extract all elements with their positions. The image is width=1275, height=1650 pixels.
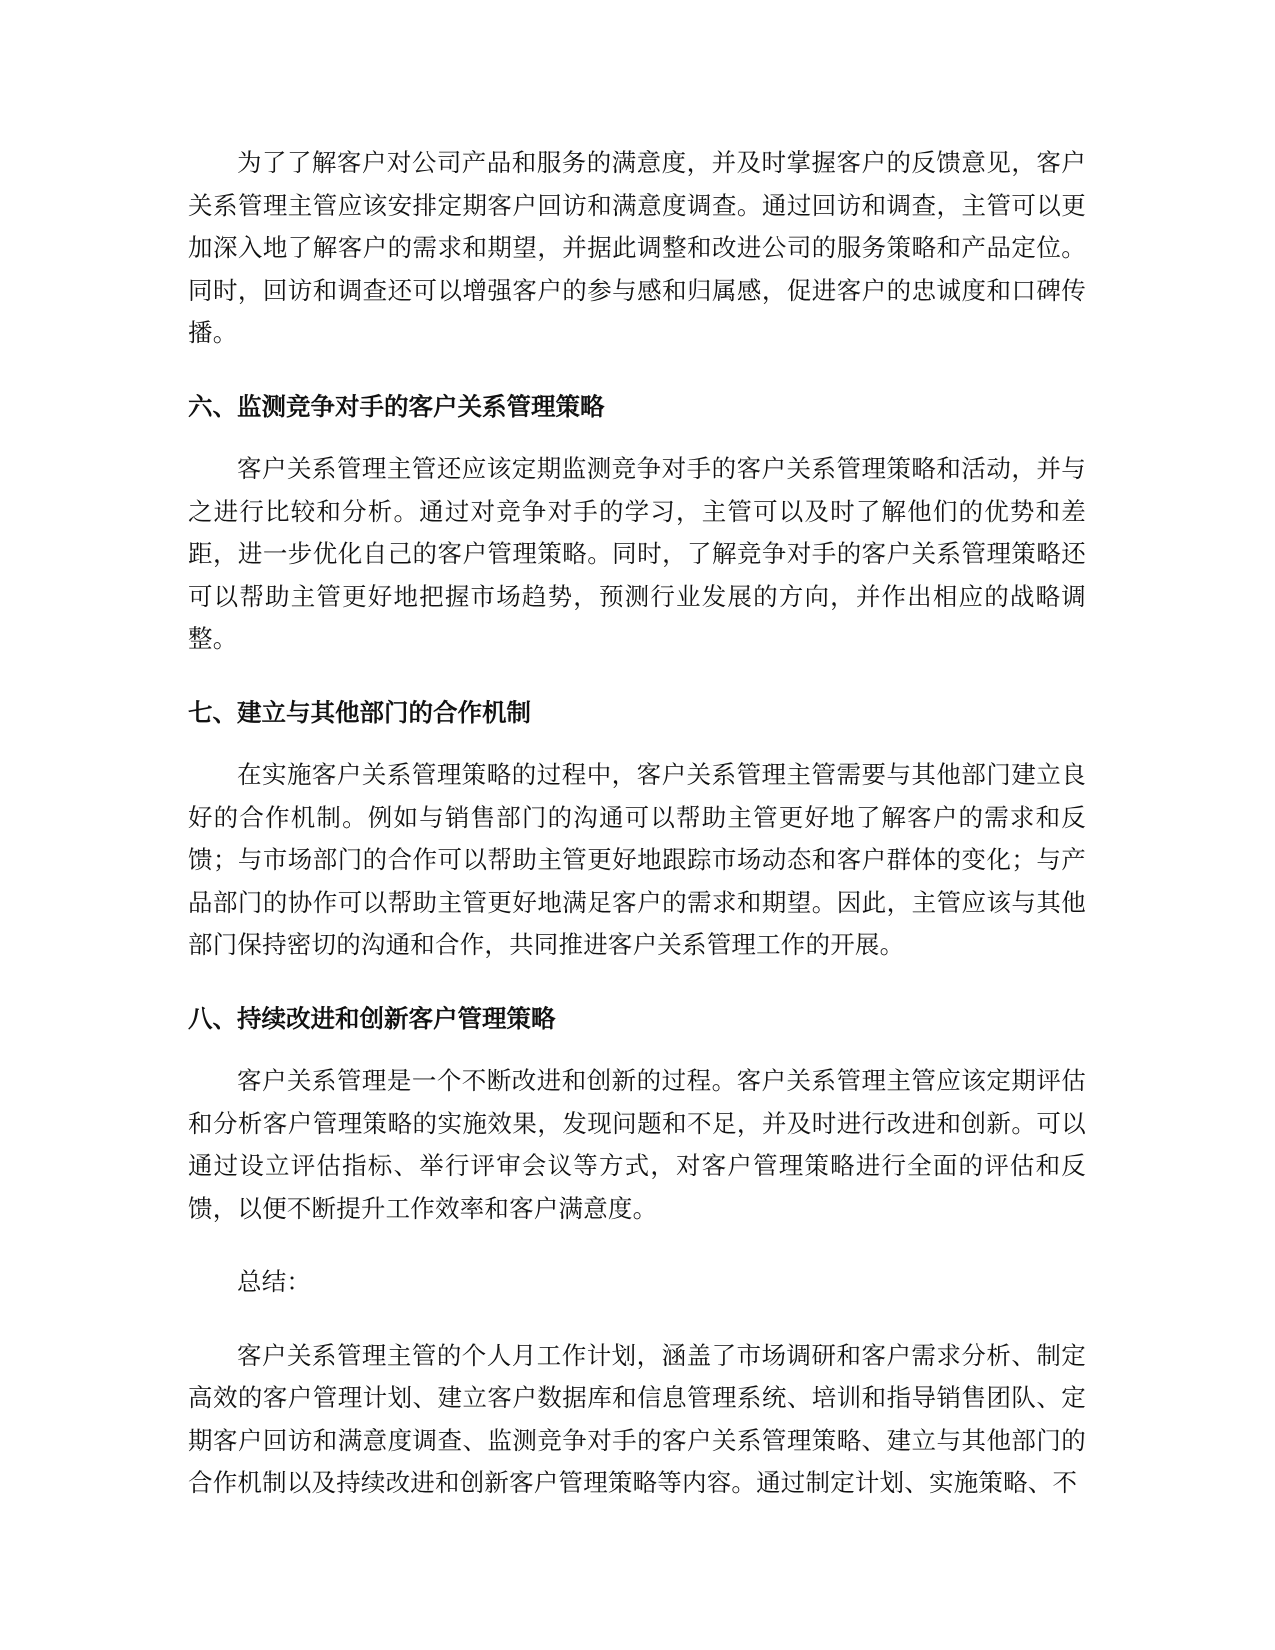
summary-label: 总结： [237, 1267, 312, 1296]
intro-paragraph: 为了了解客户对公司产品和服务的满意度，并及时掌握客户的反馈意见，客户关系管理主管应该安排定期客户回访和满意度调查。通过回访和调查，主管可以更加深入地了解客户的需求和期望，并据此调整和改进公司的服务策略和产品定位。同时，回访和调查还可以增强客户的参与感和归属感，促进客户的忠诚度和口碑传播。 [188, 148, 1086, 347]
document-body [188, 142, 1086, 1505]
section-6-heading: 六、监测竞争对手的客户关系管理策略 [188, 391, 605, 421]
section-6-paragraph: 客户关系管理主管还应该定期监测竞争对手的客户关系管理策略和活动，并与之进行比较和分析。通过对竞争对手的学习，主管可以及时了解他们的优势和差距，进一步优化自己的客户管理策略。同时，了解竞争对手的客户关系管理策略还可以帮助主管更好地把握市场趋势，预测行业发展的方向，并作出相应的战略调整。 [188, 454, 1086, 653]
section-7-paragraph: 在实施客户关系管理策略的过程中，客户关系管理主管需要与其他部门建立良好的合作机制。例如与销售部门的沟通可以帮助主管更好地了解客户的需求和反馈；与市场部门的合作可以帮助主管更好地跟踪市场动态和客户群体的变化；与产品部门的协作可以帮助主管更好地满足客户的需求和期望。因此，主管应该与其他部门保持密切的沟通和合作，共同推进客户关系管理工作的开展。 [188, 760, 1086, 959]
section-8-heading: 八、持续改进和创新客户管理策略 [188, 1003, 556, 1033]
section-8-paragraph: 客户关系管理是一个不断改进和创新的过程。客户关系管理主管应该定期评估和分析客户管理策略的实施效果，发现问题和不足，并及时进行改进和创新。可以通过设立评估指标、举行评审会议等方式，对客户管理策略进行全面的评估和反馈，以便不断提升工作效率和客户满意度。 [188, 1066, 1086, 1223]
section-7-heading: 七、建立与其他部门的合作机制 [188, 697, 531, 727]
summary-paragraph: 客户关系管理主管的个人月工作计划，涵盖了市场调研和客户需求分析、制定高效的客户管理计划、建立客户数据库和信息管理系统、培训和指导销售团队、定期客户回访和满意度调查、监测竞争对手的客户关系管理策略、建立与其他部门的合作机制以及持续改进和创新客户管理策略等内容。通过制定计划、实施策略、不 [188, 1340, 1086, 1497]
